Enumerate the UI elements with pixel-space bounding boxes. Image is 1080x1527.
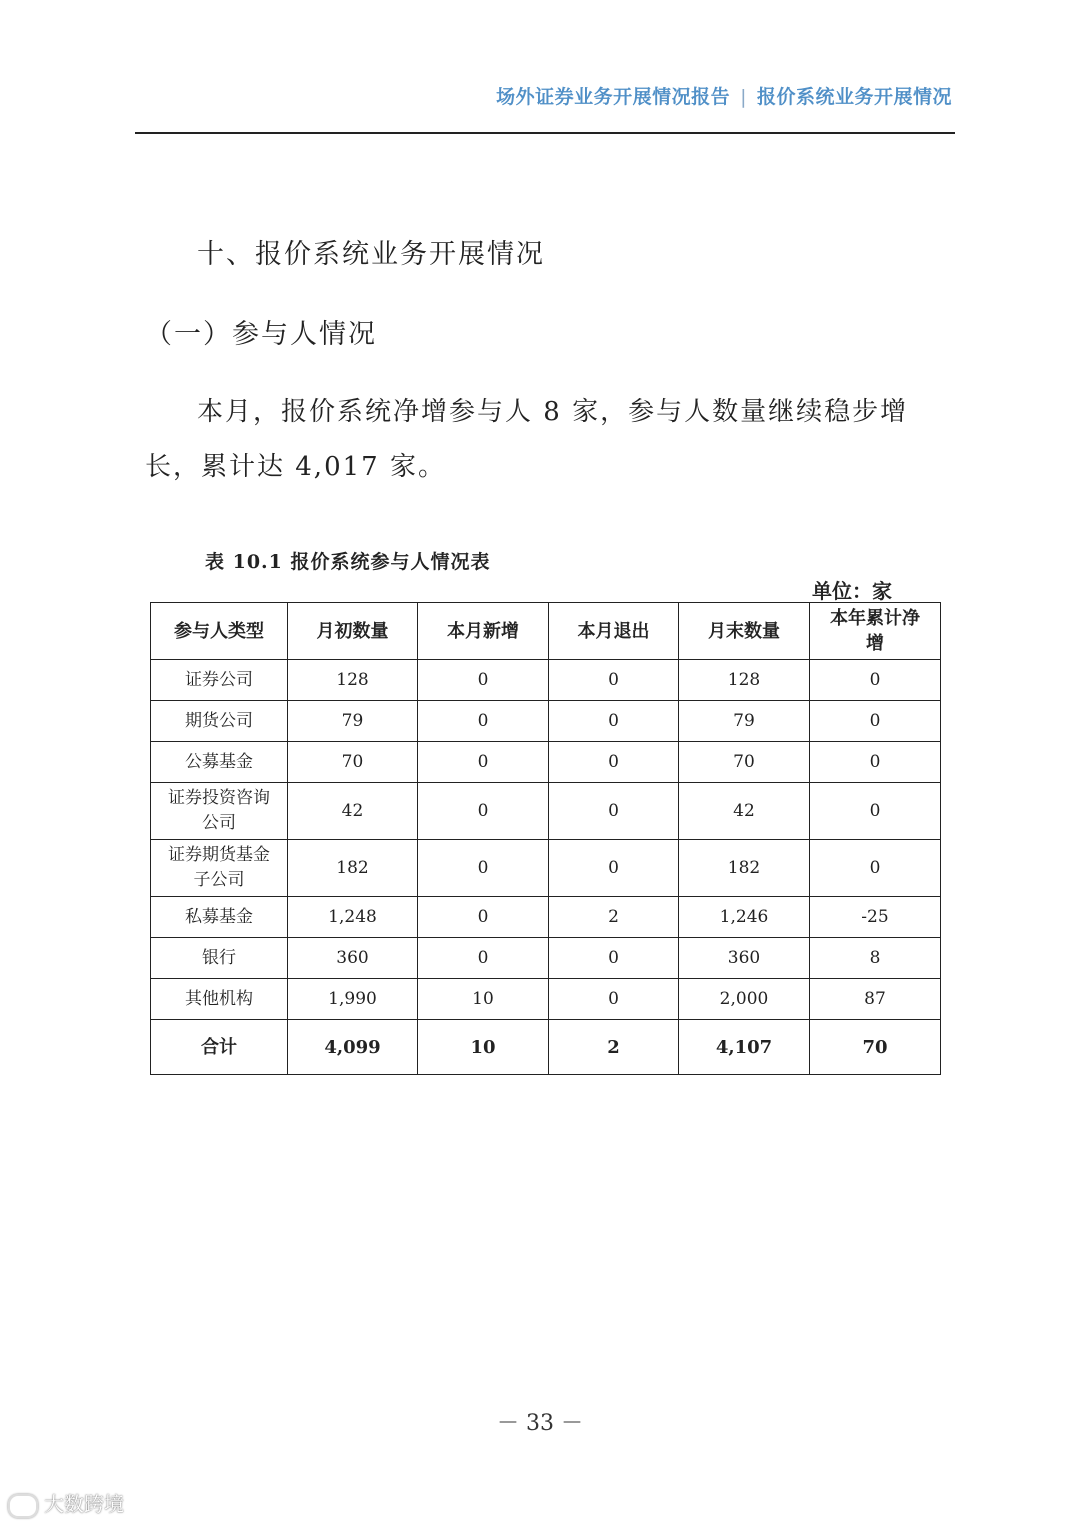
cell-closing: 79 <box>679 701 810 742</box>
table-row <box>151 783 941 840</box>
cell-type: 证券公司 <box>151 660 288 701</box>
cell-exited: 0 <box>549 840 679 897</box>
table-header-row <box>151 603 941 660</box>
cell-closing: 1,246 <box>679 897 810 938</box>
cell-ytd-net: 0 <box>810 660 941 701</box>
header-section-title: 报价系统业务开展情况 <box>756 86 952 108</box>
cell-opening: 128 <box>288 660 418 701</box>
cell-type: 公募基金 <box>151 742 288 783</box>
cell-opening: 360 <box>288 938 418 979</box>
cell-total-exited: 2 <box>549 1020 679 1075</box>
cell-exited: 2 <box>549 897 679 938</box>
table-total-row <box>151 1020 941 1075</box>
cell-exited: 0 <box>549 701 679 742</box>
table-row <box>151 701 941 742</box>
col-header-closing: 月末数量 <box>679 603 810 660</box>
page-number: － 33 － <box>497 1411 583 1436</box>
cell-added: 0 <box>418 897 549 938</box>
cell-total-opening: 4,099 <box>288 1020 418 1075</box>
cell-opening: 1,248 <box>288 897 418 938</box>
cell-added: 0 <box>418 660 549 701</box>
watermark-logo-icon <box>8 1494 38 1518</box>
cell-opening: 70 <box>288 742 418 783</box>
participants-table <box>150 602 941 1075</box>
cell-closing: 2,000 <box>679 979 810 1020</box>
cell-type: 银行 <box>151 938 288 979</box>
cell-ytd-net: 0 <box>810 742 941 783</box>
header-separator: | <box>740 86 747 108</box>
cell-closing: 360 <box>679 938 810 979</box>
header-report-title: 场外证券业务开展情况报告 <box>496 86 731 108</box>
cell-closing: 70 <box>679 742 810 783</box>
subsection-title: （一）参与人情况 <box>145 319 377 350</box>
cell-exited: 0 <box>549 979 679 1020</box>
cell-added: 0 <box>418 742 549 783</box>
cell-type: 期货公司 <box>151 701 288 742</box>
section-title: 十、报价系统业务开展情况 <box>197 239 545 270</box>
cell-closing: 128 <box>679 660 810 701</box>
cell-ytd-net: 0 <box>810 701 941 742</box>
cell-opening: 42 <box>288 783 418 840</box>
cell-closing: 42 <box>679 783 810 840</box>
cell-type: 证券期货基金子公司 <box>151 840 288 897</box>
cell-added: 0 <box>418 701 549 742</box>
cell-opening: 79 <box>288 701 418 742</box>
table-row <box>151 840 941 897</box>
cell-ytd-net: 87 <box>810 979 941 1020</box>
col-header-added: 本月新增 <box>418 603 549 660</box>
header-rule <box>135 132 955 134</box>
cell-added: 0 <box>418 938 549 979</box>
table-unit: 单位：家 <box>812 579 892 603</box>
cell-opening: 182 <box>288 840 418 897</box>
col-header-opening: 月初数量 <box>288 603 418 660</box>
table-row <box>151 742 941 783</box>
cell-total-label: 合计 <box>151 1020 288 1075</box>
table-caption: 表 10.1 报价系统参与人情况表 <box>205 551 491 573</box>
col-header-exited: 本月退出 <box>549 603 679 660</box>
cell-exited: 0 <box>549 660 679 701</box>
table-row <box>151 897 941 938</box>
watermark <box>8 1488 124 1518</box>
cell-ytd-net: -25 <box>810 897 941 938</box>
cell-type: 私募基金 <box>151 897 288 938</box>
watermark-text: 大数跨境 <box>44 1492 124 1516</box>
cell-total-ytd-net: 70 <box>810 1020 941 1075</box>
cell-ytd-net: 0 <box>810 783 941 840</box>
cell-exited: 0 <box>549 938 679 979</box>
cell-opening: 1,990 <box>288 979 418 1020</box>
cell-added: 0 <box>418 840 549 897</box>
cell-total-added: 10 <box>418 1020 549 1075</box>
table-row <box>151 660 941 701</box>
cell-added: 0 <box>418 783 549 840</box>
cell-type: 其他机构 <box>151 979 288 1020</box>
cell-total-closing: 4,107 <box>679 1020 810 1075</box>
cell-exited: 0 <box>549 742 679 783</box>
cell-ytd-net: 8 <box>810 938 941 979</box>
col-header-ytd-net: 本年累计净增 <box>810 603 941 660</box>
cell-ytd-net: 0 <box>810 840 941 897</box>
table-row <box>151 979 941 1020</box>
cell-added: 10 <box>418 979 549 1020</box>
cell-type: 证券投资咨询公司 <box>151 783 288 840</box>
col-header-type: 参与人类型 <box>151 603 288 660</box>
table-row <box>151 938 941 979</box>
cell-exited: 0 <box>549 783 679 840</box>
running-header <box>496 82 952 109</box>
body-paragraph: 本月，报价系统净增参与人 8 家，参与人数量继续稳步增长，累计达 4,017 家。 <box>145 397 909 482</box>
cell-closing: 182 <box>679 840 810 897</box>
